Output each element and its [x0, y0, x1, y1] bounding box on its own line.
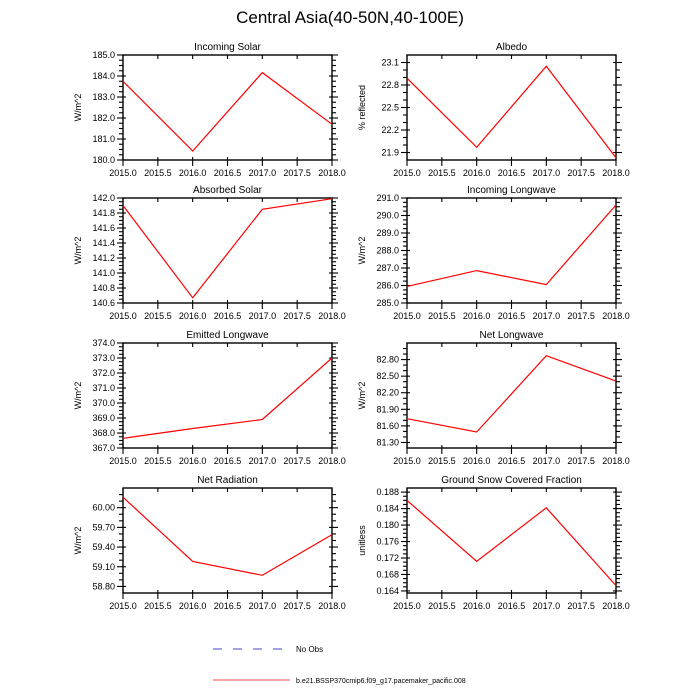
- y-tick-label: 374.0: [92, 338, 115, 348]
- plot-border: [407, 488, 616, 593]
- x-tick-label: 2017.5: [567, 456, 595, 466]
- x-tick-label: 2018.0: [318, 311, 346, 321]
- y-axis-label: % reflected: [357, 84, 367, 131]
- x-tick-label: 2015.5: [428, 168, 456, 178]
- x-tick-label: 2016.0: [178, 456, 207, 466]
- chart-title: Albedo: [495, 42, 528, 53]
- y-tick-label: 290.0: [376, 210, 399, 221]
- x-tick-label: 2016.5: [497, 456, 526, 466]
- chart-absorbed-solar: [45, 184, 352, 327]
- y-tick-label: 289.0: [376, 228, 399, 238]
- x-tick-label: 2015.5: [144, 168, 172, 178]
- y-tick-label: 22.5: [381, 102, 399, 113]
- x-tick-label: 2017.0: [532, 168, 561, 178]
- y-axis-label: W/m^2: [73, 236, 83, 265]
- x-tick-label: 2017.0: [248, 601, 277, 611]
- y-tick-label: 373.0: [92, 353, 115, 363]
- y-tick-label: 0.172: [376, 553, 399, 563]
- chart-title: Emitted Longwave: [186, 330, 269, 341]
- x-tick-label: 2017.0: [248, 168, 277, 178]
- y-tick-label: 58.80: [92, 581, 115, 592]
- x-tick-label: 2016.5: [497, 601, 526, 611]
- y-tick-label: 141.0: [92, 268, 115, 278]
- x-tick-label: 2017.5: [283, 601, 311, 611]
- x-tick-label: 2015.5: [144, 601, 172, 611]
- x-tick-label: 2017.5: [283, 456, 311, 466]
- chart-title: Incoming Solar: [194, 42, 261, 53]
- chart-albedo: [329, 41, 636, 184]
- chart-incoming-solar: [45, 41, 352, 184]
- y-axis-label: W/m^2: [73, 93, 83, 122]
- y-tick-label: 82.20: [376, 387, 399, 398]
- y-tick-label: 60.00: [92, 502, 115, 513]
- series-line: [123, 73, 332, 151]
- y-tick-label: 59.40: [92, 542, 115, 553]
- y-tick-label: 141.8: [92, 208, 115, 218]
- y-tick-label: 371.0: [92, 383, 115, 393]
- x-tick-label: 2016.0: [462, 601, 491, 611]
- y-tick-label: 21.9: [381, 147, 399, 158]
- x-tick-label: 2017.0: [248, 311, 277, 321]
- x-tick-label: 2016.5: [497, 168, 526, 178]
- y-axis-label: W/m^2: [357, 381, 367, 410]
- x-tick-label: 2015.0: [109, 456, 137, 466]
- x-tick-label: 2017.5: [567, 311, 595, 321]
- x-tick-label: 2015.5: [428, 456, 456, 466]
- x-tick-label: 2015.5: [428, 311, 456, 321]
- chart-title: Incoming Longwave: [467, 185, 556, 196]
- x-tick-label: 2015.0: [393, 311, 421, 321]
- x-tick-label: 2016.0: [178, 168, 207, 178]
- y-tick-label: 0.184: [376, 503, 399, 514]
- y-tick-label: 370.0: [92, 398, 115, 408]
- series-line: [407, 66, 616, 158]
- y-tick-label: 291.0: [376, 193, 399, 203]
- y-tick-label: 82.50: [376, 371, 399, 382]
- y-tick-label: 81.60: [376, 420, 399, 431]
- x-tick-label: 2018.0: [318, 601, 346, 611]
- y-tick-label: 286.0: [376, 280, 399, 291]
- y-tick-label: 372.0: [92, 368, 115, 378]
- y-tick-label: 285.0: [376, 298, 399, 308]
- y-tick-label: 141.2: [92, 253, 115, 263]
- y-tick-label: 185.0: [92, 50, 115, 60]
- y-tick-label: 182.0: [92, 113, 115, 123]
- x-tick-label: 2016.5: [213, 456, 242, 466]
- x-tick-label: 2018.0: [602, 311, 630, 321]
- plot-border: [407, 198, 616, 303]
- x-tick-label: 2015.0: [109, 311, 137, 321]
- x-tick-label: 2018.0: [602, 456, 630, 466]
- y-tick-label: 288.0: [376, 245, 399, 256]
- x-tick-label: 2015.5: [144, 456, 172, 466]
- x-tick-label: 2017.5: [283, 168, 311, 178]
- legend: [210, 640, 540, 692]
- x-tick-label: 2015.0: [109, 168, 137, 178]
- x-tick-label: 2018.0: [602, 601, 630, 611]
- x-tick-label: 2016.5: [497, 311, 526, 321]
- y-tick-label: 0.180: [376, 520, 399, 531]
- x-tick-label: 2017.0: [532, 601, 561, 611]
- x-tick-label: 2016.0: [462, 311, 491, 321]
- chart-ground-snow-covered-fraction: [329, 474, 636, 617]
- y-tick-label: 184.0: [92, 71, 115, 81]
- x-tick-label: 2016.0: [178, 601, 207, 611]
- x-tick-label: 2016.0: [178, 311, 207, 321]
- chart-title: Absorbed Solar: [193, 185, 262, 196]
- y-tick-label: 369.0: [92, 413, 115, 423]
- y-tick-label: 22.2: [381, 125, 399, 135]
- y-tick-label: 180.0: [92, 155, 115, 165]
- series-line: [123, 497, 332, 575]
- x-tick-label: 2017.5: [567, 168, 595, 178]
- x-tick-label: 2015.5: [144, 311, 172, 321]
- chart-net-radiation: [45, 474, 352, 617]
- series-line: [407, 205, 616, 286]
- y-tick-label: 82.80: [376, 354, 399, 365]
- x-tick-label: 2016.5: [213, 311, 242, 321]
- x-tick-label: 2018.0: [602, 168, 630, 178]
- x-tick-label: 2016.5: [213, 168, 242, 178]
- y-tick-label: 287.0: [376, 263, 399, 273]
- x-tick-label: 2017.5: [283, 311, 311, 321]
- y-tick-label: 59.70: [92, 522, 115, 533]
- x-tick-label: 2017.0: [248, 456, 277, 466]
- x-tick-label: 2017.0: [532, 311, 561, 321]
- page-title: Central Asia(40-50N,40-100E): [236, 8, 464, 27]
- chart-emitted-longwave: [45, 329, 352, 472]
- chart-title: Ground Snow Covered Fraction: [441, 475, 582, 486]
- chart-title: Net Longwave: [479, 330, 544, 341]
- x-tick-label: 2016.5: [213, 601, 242, 611]
- y-tick-label: 141.4: [92, 238, 115, 248]
- x-tick-label: 2018.0: [318, 168, 346, 178]
- plot-border: [123, 488, 332, 593]
- series-line: [123, 199, 332, 298]
- y-axis-label: W/m^2: [73, 381, 83, 410]
- y-tick-label: 22.8: [381, 80, 399, 90]
- plot-border: [123, 343, 332, 448]
- y-tick-label: 183.0: [92, 92, 115, 102]
- y-tick-label: 140.8: [92, 283, 115, 293]
- plot-border: [123, 198, 332, 303]
- x-tick-label: 2015.0: [109, 601, 137, 611]
- x-tick-label: 2016.0: [462, 168, 491, 178]
- y-axis-label: W/m^2: [73, 526, 83, 555]
- chart-net-longwave: [329, 329, 636, 472]
- y-tick-label: 59.10: [92, 561, 115, 572]
- y-tick-label: 81.90: [376, 404, 399, 415]
- chart-incoming-longwave: [329, 184, 636, 327]
- plot-border: [123, 55, 332, 160]
- y-tick-label: 81.30: [376, 437, 399, 448]
- x-tick-label: 2016.0: [462, 456, 491, 466]
- x-tick-label: 2018.0: [318, 456, 346, 466]
- legend-series-label: b.e21.BSSP370cmip6.f09_g17.pacemaker_pacific.008: [296, 678, 466, 685]
- x-tick-label: 2017.0: [532, 456, 561, 466]
- y-tick-label: 0.168: [376, 569, 399, 580]
- series-line: [407, 356, 616, 432]
- y-tick-label: 181.0: [92, 134, 115, 144]
- x-tick-label: 2015.0: [393, 601, 421, 611]
- series-line: [407, 500, 616, 585]
- y-tick-label: 142.0: [92, 193, 115, 203]
- y-tick-label: 0.176: [376, 536, 399, 547]
- y-axis-label: W/m^2: [357, 236, 367, 265]
- y-tick-label: 367.0: [92, 443, 115, 453]
- y-tick-label: 0.188: [376, 487, 399, 498]
- y-tick-label: 23.1: [381, 57, 399, 68]
- chart-title: Net Radiation: [197, 475, 258, 486]
- x-tick-label: 2015.0: [393, 168, 421, 178]
- y-tick-label: 0.164: [376, 585, 399, 596]
- plot-border: [407, 343, 616, 448]
- y-tick-label: 140.6: [92, 298, 115, 308]
- y-axis-label: unitless: [357, 525, 367, 556]
- x-tick-label: 2017.5: [567, 601, 595, 611]
- series-line: [123, 358, 332, 438]
- y-tick-label: 368.0: [92, 428, 115, 438]
- legend-no-obs-label: No Obs: [296, 645, 324, 654]
- y-tick-label: 141.6: [92, 223, 115, 233]
- x-tick-label: 2015.5: [428, 601, 456, 611]
- x-tick-label: 2015.0: [393, 456, 421, 466]
